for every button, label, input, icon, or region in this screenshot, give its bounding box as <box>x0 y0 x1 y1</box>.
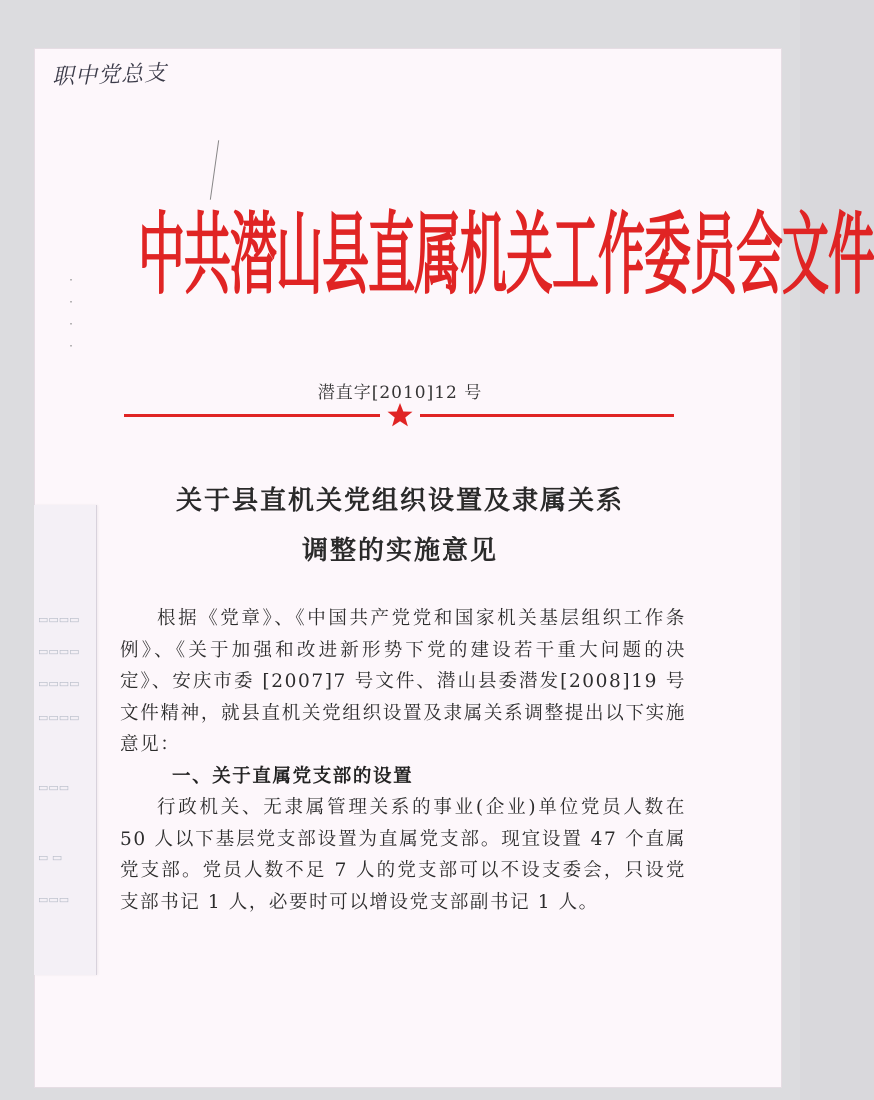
form-strip-row: ▭ ▭ <box>38 851 63 864</box>
document-title-line2: 调整的实施意见 <box>301 536 498 566</box>
form-strip-row: ▭▭▭▭ <box>38 613 80 626</box>
document-number: 潜直字[2010]12 号 <box>317 383 483 403</box>
attached-form-strip <box>34 505 97 975</box>
red-rule-left <box>124 414 380 417</box>
body-paragraph: 行政机关、无隶属管理关系的事业(企业)单位党员人数在 50 人以下基层党支部设置为直属党支部。现宜设置 47 个直属党支部。党员人数不足 7 人的党支部可以不设支委会，只设党支部书记 1 人，必要时可以增设党支部副书记 1 人。 <box>120 797 686 913</box>
form-strip-row: ▭▭▭▭ <box>38 645 80 658</box>
form-strip-row: ▭▭▭▭ <box>38 711 80 724</box>
red-rule-right <box>420 414 674 417</box>
document-title-line1: 关于县直机关党组织设置及隶属关系 <box>175 486 624 516</box>
form-strip-row: ▭▭▭ <box>38 893 70 906</box>
form-strip-row: ▭▭▭ <box>38 781 70 794</box>
document-body <box>120 603 686 918</box>
red-star-icon <box>386 401 414 429</box>
handwritten-note: 职中党总支 <box>51 60 168 90</box>
binding-marks: · · · · <box>68 275 75 352</box>
issuing-authority-title: 中共潜山县直属机关工作委员会文件 <box>138 204 874 309</box>
form-strip-row: ▭▭▭▭ <box>38 677 80 690</box>
section-heading: 一、关于直属党支部的设置 <box>172 765 414 787</box>
body-paragraph: 根据《党章》、《中国共产党党和国家机关基层组织工作条例》、《关于加强和改进新形势下党的建设若干重大问题的决定》、安庆市委 [2007]7 号文件、潜山县委潜发[2008]19 号文件精神，就县直机关党组织设置及隶属关系调整提出以下实施意见： <box>120 608 686 755</box>
